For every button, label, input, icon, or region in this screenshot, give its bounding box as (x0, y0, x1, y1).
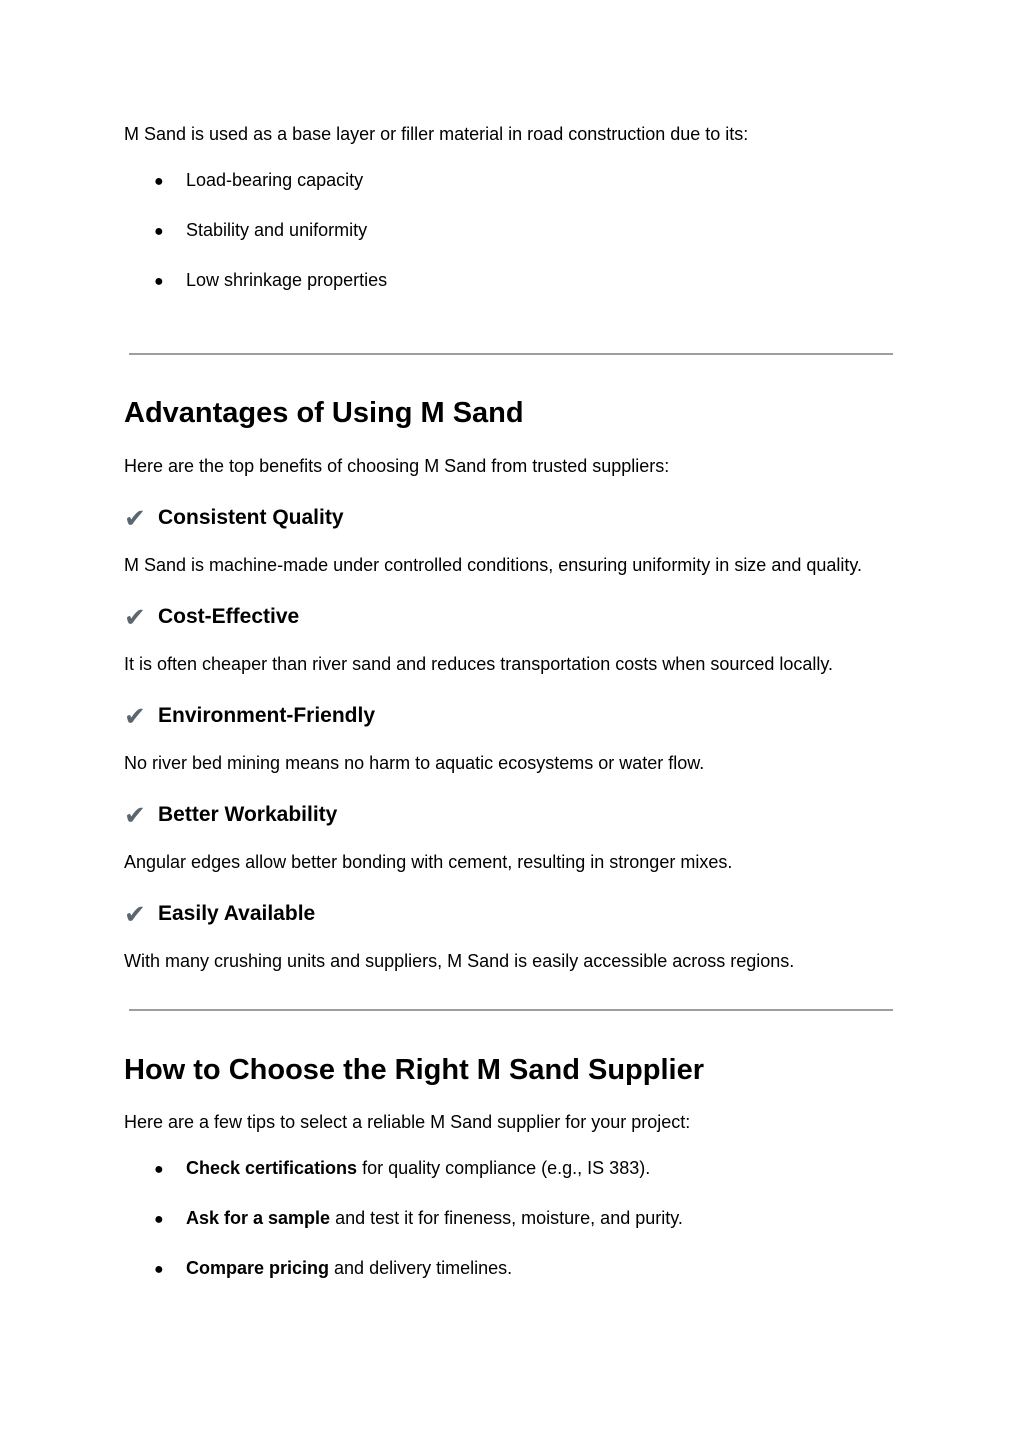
advantage-title (124, 901, 315, 927)
check-mark-icon: ✔ (124, 800, 146, 830)
advantage-title-text: Better Workability (158, 803, 338, 826)
advantage-body: M Sand is machine-made under controlled conditions, ensuring uniformity in size and quality. (124, 555, 863, 575)
advantage-title (124, 802, 337, 828)
list-item-rest: for quality compliance (e.g., IS 383). (357, 1158, 651, 1178)
advantage-title (124, 505, 344, 531)
advantage-title-text: Cost-Effective (158, 605, 300, 628)
advantage-body: It is often cheaper than river sand and reduces transportation costs when sourced locally. (124, 654, 834, 674)
choose-heading: How to Choose the Right M Sand Supplier (124, 1054, 704, 1086)
advantages-heading: Advantages of Using M Sand (124, 397, 524, 429)
advantage-title (124, 703, 375, 729)
list-item-text: Stability and uniformity (186, 220, 368, 240)
list-item-text (186, 1208, 683, 1228)
bullet-icon: ● (154, 273, 164, 290)
advantage-body: No river bed mining means no harm to aquatic ecosystems or water flow. (124, 753, 705, 773)
advantage-body: With many crushing units and suppliers, M Sand is easily accessible across regions. (124, 951, 795, 971)
road-intro-paragraph: M Sand is used as a base layer or filler material in road construction due to its: (124, 124, 749, 144)
check-mark-icon: ✔ (124, 602, 146, 632)
list-item-bold: Compare pricing (186, 1258, 330, 1278)
check-mark-icon: ✔ (124, 899, 146, 929)
bullet-icon: ● (154, 1261, 164, 1278)
choose-intro: Here are a few tips to select a reliable M Sand supplier for your project: (124, 1112, 691, 1132)
advantage-title-text: Consistent Quality (158, 506, 344, 529)
section-divider (129, 353, 893, 355)
list-item-text (186, 1158, 650, 1178)
list-item (154, 219, 367, 243)
bullet-icon: ● (154, 173, 164, 190)
bullet-icon: ● (154, 1161, 164, 1178)
check-mark-icon: ✔ (124, 701, 146, 731)
advantage-title (124, 604, 299, 630)
list-item-bold: Ask for a sample (186, 1208, 331, 1228)
list-item (154, 269, 387, 293)
advantage-title-text: Easily Available (158, 902, 316, 925)
bullet-icon: ● (154, 223, 164, 240)
list-item (154, 169, 363, 193)
check-mark-icon: ✔ (124, 503, 146, 533)
advantage-title-text: Environment-Friendly (158, 704, 376, 727)
list-item-bold: Check certifications (186, 1158, 358, 1178)
advantages-intro: Here are the top benefits of choosing M Sand from trusted suppliers: (124, 456, 670, 476)
list-item (154, 1207, 683, 1231)
advantage-body: Angular edges allow better bonding with cement, resulting in stronger mixes. (124, 852, 733, 872)
list-item-text: Low shrinkage properties (186, 270, 388, 290)
bullet-icon: ● (154, 1211, 164, 1228)
list-item (154, 1257, 512, 1281)
list-item (154, 1157, 650, 1181)
section-divider (129, 1009, 893, 1011)
list-item-text (186, 1258, 512, 1278)
list-item-rest: and test it for fineness, moisture, and purity. (330, 1208, 683, 1228)
list-item-text: Load-bearing capacity (186, 170, 364, 190)
list-item-rest: and delivery timelines. (329, 1258, 513, 1278)
